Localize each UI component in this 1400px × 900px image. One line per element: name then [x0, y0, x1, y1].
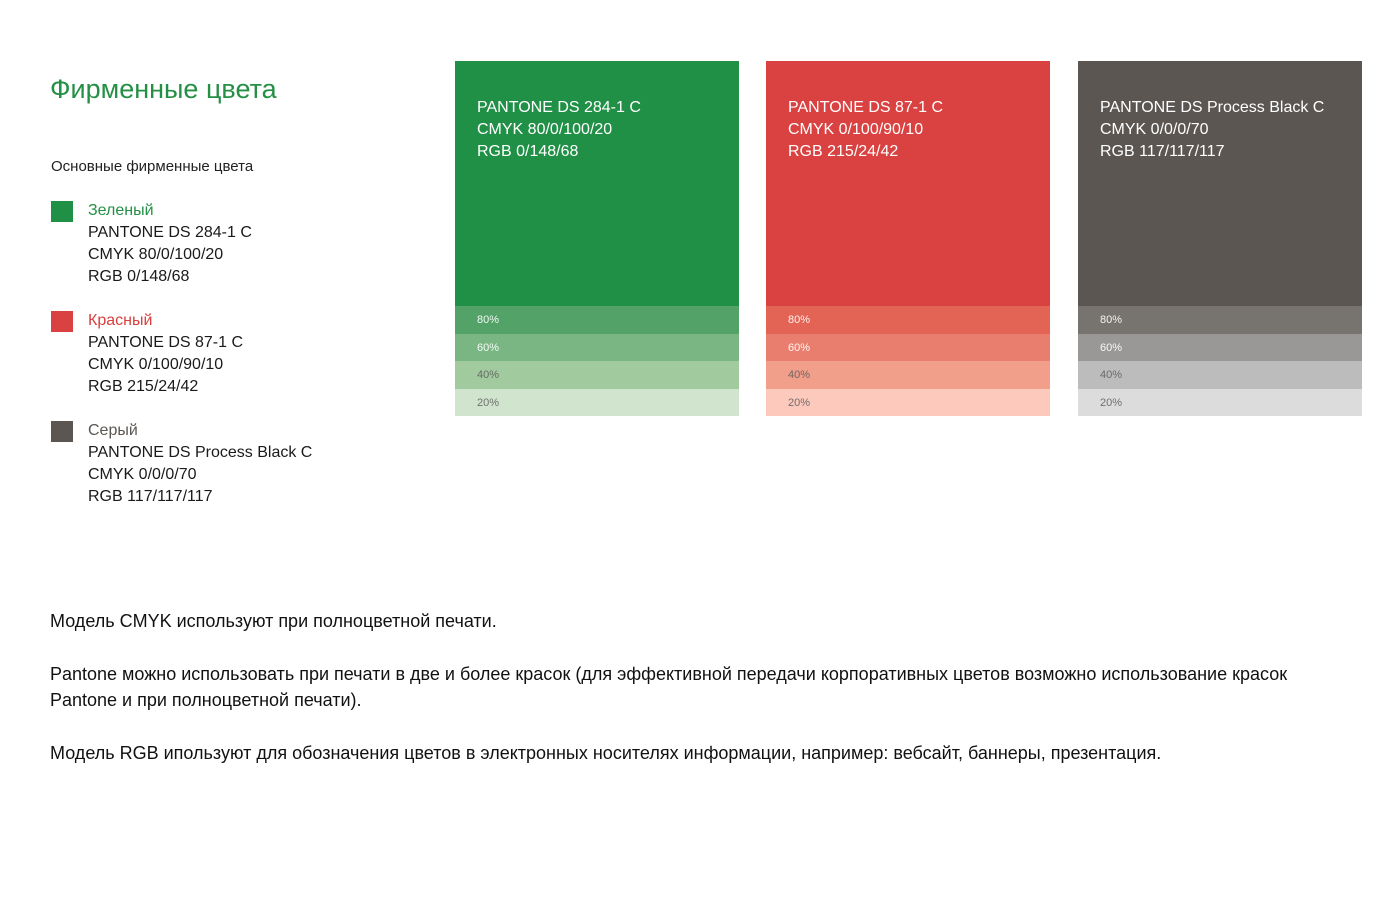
- legend-item-green: [51, 200, 411, 310]
- tint-strip: [1078, 306, 1362, 334]
- legend-text: [88, 310, 243, 398]
- legend-cmyk: CMYK 0/100/90/10: [88, 356, 224, 373]
- color-card-gray: [1078, 61, 1362, 416]
- card-pantone: PANTONE DS Process Black C: [1100, 99, 1325, 116]
- legend-pantone: PANTONE DS Process Black C: [88, 444, 313, 461]
- card-rgb: RGB 0/148/68: [477, 143, 579, 160]
- tint-label: 40%: [477, 369, 500, 381]
- tint-strip: [455, 306, 739, 334]
- legend-text: [88, 420, 312, 508]
- tint-label: 80%: [477, 314, 500, 326]
- tint-strip: [455, 334, 739, 362]
- card-main-text: [1100, 97, 1324, 163]
- tint-label: 20%: [1100, 396, 1123, 409]
- note-rgb: Модель RGB ипользуют для обозначения цветов в электронных носителях информации, например: вебсайт, баннеры, презентация.: [50, 743, 1162, 763]
- legend-item-gray: [51, 420, 411, 530]
- legend-color-name: Красный: [88, 312, 153, 329]
- note-pantone: Pantone можно использовать при печати в две и более красок (для эффективной передачи корпоративных цветов возможно использование красок Pantone и при полноцветной печати).: [50, 664, 1288, 710]
- page-title: Фирменные цвета: [50, 74, 277, 104]
- legend-swatch-red: [51, 311, 73, 332]
- color-legend: [51, 200, 411, 530]
- card-rgb: RGB 117/117/117: [1100, 143, 1225, 160]
- tint-strip: [455, 361, 739, 389]
- card-main-swatch: [455, 61, 739, 306]
- card-main-swatch: [1078, 61, 1362, 306]
- legend-rgb: RGB 215/24/42: [88, 378, 199, 395]
- card-rgb: RGB 215/24/42: [788, 143, 899, 160]
- card-main-text: [477, 97, 641, 163]
- legend-text: [88, 200, 252, 288]
- tint-label: 60%: [1100, 341, 1123, 354]
- tint-label: 80%: [1100, 314, 1123, 326]
- usage-notes: [50, 608, 1350, 793]
- color-card-green: [455, 61, 739, 416]
- tint-label: 60%: [788, 341, 811, 354]
- card-main-text: [788, 97, 943, 163]
- tint-strip: [1078, 334, 1362, 362]
- tint-label: 80%: [788, 314, 811, 326]
- legend-pantone: PANTONE DS 87-1 C: [88, 334, 244, 351]
- tint-label: 60%: [477, 341, 500, 354]
- tint-strip: [1078, 389, 1362, 417]
- tint-label: 20%: [477, 396, 500, 409]
- legend-pantone: PANTONE DS 284-1 C: [88, 224, 252, 241]
- legend-item-red: [51, 310, 411, 420]
- legend-color-name: Серый: [88, 422, 138, 439]
- tint-label: 40%: [788, 369, 811, 381]
- card-cmyk: CMYK 0/0/0/70: [1100, 121, 1209, 138]
- legend-cmyk: CMYK 80/0/100/20: [88, 246, 224, 263]
- card-pantone: PANTONE DS 284-1 C: [477, 99, 641, 116]
- tint-strip: [1078, 361, 1362, 389]
- legend-rgb: RGB 0/148/68: [88, 268, 190, 285]
- tint-label: 40%: [1100, 369, 1123, 381]
- legend-swatch-gray: [51, 421, 73, 442]
- tint-strip: [766, 389, 1050, 417]
- tint-strip: [766, 361, 1050, 389]
- note-cmyk: Модель CMYK используют при полноцветной печати.: [50, 611, 497, 631]
- card-main-swatch: [766, 61, 1050, 306]
- card-cmyk: CMYK 80/0/100/20: [477, 121, 613, 138]
- color-card-red: [766, 61, 1050, 416]
- legend-color-name: Зеленый: [88, 202, 154, 219]
- tint-strip: [455, 389, 739, 417]
- section-title: Основные фирменные цвета: [51, 158, 254, 175]
- tint-strip: [766, 306, 1050, 334]
- legend-rgb: RGB 117/117/117: [88, 488, 213, 505]
- legend-cmyk: CMYK 0/0/0/70: [88, 466, 197, 483]
- card-cmyk: CMYK 0/100/90/10: [788, 121, 924, 138]
- tint-strip: [766, 334, 1050, 362]
- tint-label: 20%: [788, 396, 811, 409]
- legend-swatch-green: [51, 201, 73, 222]
- card-pantone: PANTONE DS 87-1 C: [788, 99, 944, 116]
